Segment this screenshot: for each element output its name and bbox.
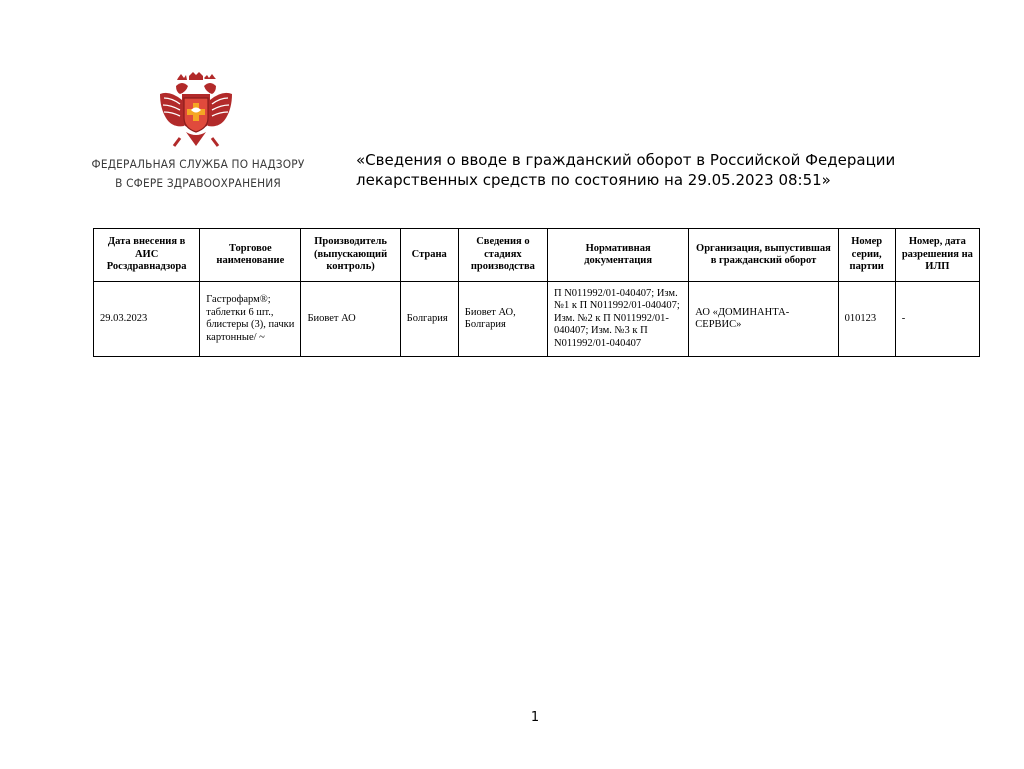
cell-country: Болгария	[400, 282, 458, 357]
crown-left-icon	[177, 74, 187, 80]
double-headed-eagle-emblem-icon	[158, 72, 234, 152]
cell-permit: -	[895, 282, 979, 357]
registry-table	[93, 228, 980, 357]
report-title-line2: лекарственных средств по состоянию на 29.05.2023 08:51»	[356, 171, 831, 189]
crown-right-icon	[204, 74, 216, 79]
agency-name-line1: ФЕДЕРАЛЬНАЯ СЛУЖБА ПО НАДЗОРУ	[91, 157, 305, 171]
col-header-permit: Номер, дата разрешения на ИЛП	[895, 229, 979, 282]
table-header-row	[94, 229, 980, 282]
page-number: 1	[530, 710, 540, 725]
col-header-production-stages: Сведения о стадиях производства	[458, 229, 547, 282]
table-row	[94, 282, 980, 357]
shield-icon	[184, 98, 208, 132]
agency-name	[88, 155, 309, 193]
cell-documentation: П N011992/01-040407; Изм. №1 к П N011992/01-040407; Изм. №2 к П N011992/01-040407; Изм. №3 к П N011992/01-040407	[547, 282, 688, 357]
cell-date: 29.03.2023	[94, 282, 200, 357]
col-header-documentation: Нормативная документация	[547, 229, 688, 282]
cell-organization: АО «ДОМИНАНТА-СЕРВИС»	[689, 282, 838, 357]
cell-trade-name: Гастрофарм®; таблетки 6 шт., блистеры (3), пачки картонные/ ~	[200, 282, 301, 357]
cell-batch: 010123	[838, 282, 895, 357]
cell-production-stages: Биовет АО, Болгария	[458, 282, 547, 357]
col-header-date: Дата внесения в АИС Росздравнадзора	[94, 229, 200, 282]
cell-manufacturer: Биовет АО	[301, 282, 400, 357]
report-title	[356, 150, 956, 190]
col-header-manufacturer: Производитель (выпускающий контроль)	[301, 229, 400, 282]
col-header-batch: Номер серии, партии	[838, 229, 895, 282]
col-header-organization: Организация, выпустившая в гражданский оборот	[689, 229, 838, 282]
col-header-trade-name: Торговое наименование	[200, 229, 301, 282]
col-header-country: Страна	[400, 229, 458, 282]
crown-center-icon	[189, 72, 203, 80]
agency-name-line2: В СФЕРЕ ЗДРАВООХРАНЕНИЯ	[115, 176, 281, 190]
report-title-line1: «Сведения о вводе в гражданский оборот в Российской Федерации	[356, 151, 896, 169]
